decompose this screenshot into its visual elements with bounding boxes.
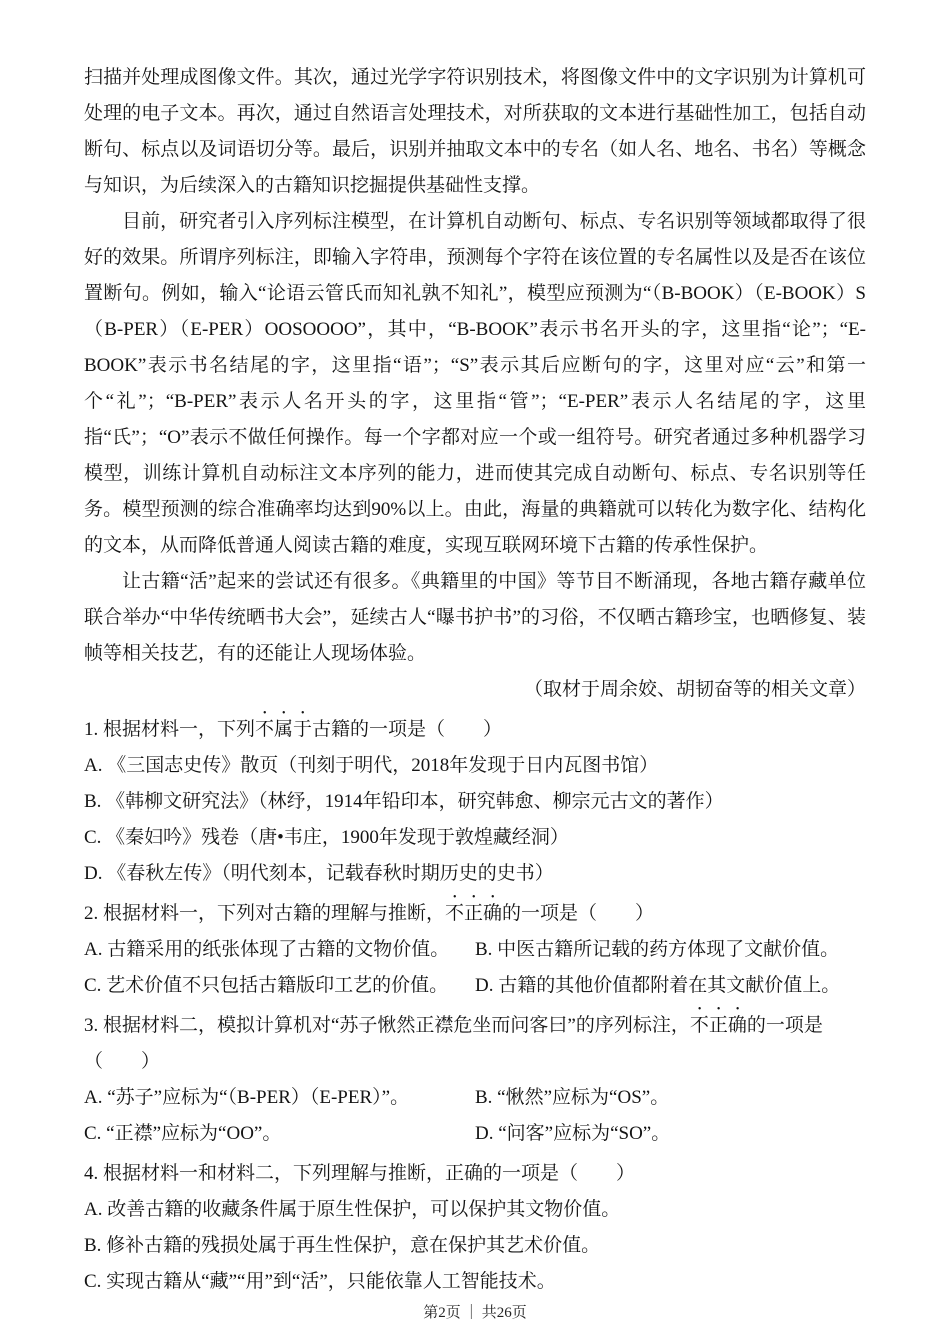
question-1-option-a: A. 《三国志史传》散页（刊刻于明代，2018年发现于日内瓦图书馆） bbox=[84, 755, 659, 776]
page-content bbox=[84, 0, 866, 1300]
footer-separator: ｜ bbox=[463, 1305, 479, 1321]
question-1-stem bbox=[84, 708, 866, 748]
question-3-stem-emphasis: 不正确 bbox=[689, 1015, 747, 1036]
body-paragraph-3: 让古籍“活”起来的尝试还有很多。《典籍里的中国》等节目不断涌现，各地古籍存藏单位联合举办“中华传统晒书大会”，延续古人“曝书护书”的习俗，不仅晒古籍珍宝，也晒修复、装帧等相关技艺，有的还能让人现场体验。 bbox=[84, 571, 866, 664]
page-total: 共26页 bbox=[481, 1305, 527, 1321]
question-3-options bbox=[84, 1080, 866, 1152]
question-4-stem-pre: 4. 根据材料一和材料二，下列理解与推断，正确的一项是（ ） bbox=[84, 1163, 636, 1184]
question-3-stem bbox=[84, 1004, 866, 1080]
attribution-line: （取材于周余姣、胡韧奋等的相关文章） bbox=[523, 679, 866, 700]
question-2-option-d: D. 古籍的其他价值都附着在其文献价值上。 bbox=[475, 975, 841, 996]
question-2-stem-post: 的一项是（ ） bbox=[502, 903, 655, 924]
question-3 bbox=[84, 1004, 866, 1152]
question-4-option-c: C. 实现古籍从“藏”“用”到“活”，只能依靠人工智能技术。 bbox=[84, 1271, 556, 1292]
question-2-options bbox=[84, 932, 866, 1004]
question-4 bbox=[84, 1152, 866, 1300]
page-number: 第2页 bbox=[423, 1305, 461, 1321]
question-1-stem-post: 古籍的一项是（ ） bbox=[312, 719, 503, 740]
question-4-option-a: A. 改善古籍的收藏条件属于原生性保护，可以保护其文物价值。 bbox=[84, 1199, 621, 1220]
question-3-option-a: A. “苏子”应标为“（B-PER）（E-PER）”。 bbox=[84, 1087, 410, 1108]
question-1-stem-pre: 1. 根据材料一，下列 bbox=[84, 719, 256, 740]
question-1-option-c: C. 《秦妇吟》残卷（唐•韦庄，1900年发现于敦煌藏经洞） bbox=[84, 827, 569, 848]
question-2 bbox=[84, 892, 866, 1004]
question-3-option-c: C. “正襟”应标为“OO”。 bbox=[84, 1123, 282, 1144]
question-4-stem bbox=[84, 1152, 866, 1192]
question-3-option-d: D. “问客”应标为“SO”。 bbox=[475, 1123, 671, 1144]
question-2-stem-emphasis: 不正确 bbox=[445, 903, 503, 924]
question-2-option-b: B. 中医古籍所记载的药方体现了文献价值。 bbox=[475, 939, 840, 960]
body-paragraph-1: 扫描并处理成图像文件。其次，通过光学字符识别技术，将图像文件中的文字识别为计算机可处理的电子文本。再次，通过自然语言处理技术，对所获取的文本进行基础性加工，包括自动断句、标点以及词语切分等。最后，识别并抽取文本中的专名（如人名、地名、书名）等概念与知识，为后续深入的古籍知识挖掘提供基础性支撑。 bbox=[84, 67, 866, 196]
question-2-stem-pre: 2. 根据材料一，下列对古籍的理解与推断， bbox=[84, 903, 446, 924]
question-3-stem-pre: 3. 根据材料二，模拟计算机对“苏子愀然正襟危坐而问客曰”的序列标注， bbox=[84, 1015, 690, 1036]
question-1-stem-emphasis: 不属于 bbox=[255, 719, 313, 740]
question-1-option-d: D. 《春秋左传》（明代刻本，记载春秋时期历史的史书） bbox=[84, 863, 554, 884]
body-paragraph-2: 目前，研究者引入序列标注模型，在计算机自动断句、标点、专名识别等领域都取得了很好的效果。所谓序列标注，即输入字符串，预测每个字符在该位置的专名属性以及是否在该位置断句。例如，输入“论语云管氏而知礼孰不知礼”，模型应预测为“（B-BOOK）（E-BOOK）S（B-PER）（E-PER）OOSOOOO”，其中，“B-BOOK”表示书名开头的字，这里指“论”；“E-BOOK”表示书名结尾的字，这里指“语”；“S”表示其后应断句的字，这里对应“云”和第一个“礼”；“B-PER”表示人名开头的字，这里指“管”；“E-PER”表示人名结尾的字，这里指“氏”；“O”表示不做任何操作。每一个字都对应一个或一组符号。研究者通过多种机器学习模型，训练计算机自动标注文本序列的能力，进而使其完成自动断句、标点、专名识别等任务。模型预测的综合准确率均达到90%以上。由此，海量的典籍就可以转化为数字化、结构化的文本，从而降低普通人阅读古籍的难度，实现互联网环境下古籍的传承性保护。 bbox=[84, 211, 866, 556]
question-1 bbox=[84, 708, 866, 892]
page-footer bbox=[0, 1301, 950, 1322]
question-2-option-a: A. 古籍采用的纸张体现了古籍的文物价值。 bbox=[84, 939, 450, 960]
question-2-stem bbox=[84, 892, 866, 932]
question-3-option-b: B. “愀然”应标为“OS”。 bbox=[475, 1087, 670, 1108]
question-2-option-c: C. 艺术价值不只包括古籍版印工艺的价值。 bbox=[84, 975, 449, 996]
question-4-option-b: B. 修补古籍的残损处属于再生性保护，意在保护其艺术价值。 bbox=[84, 1235, 601, 1256]
question-3-stem-post: 的一项是（ ） bbox=[84, 1015, 823, 1072]
question-1-option-b: B. 《韩柳文研究法》（林纾，1914年铅印本，研究韩愈、柳宗元古文的著作） bbox=[84, 791, 724, 812]
